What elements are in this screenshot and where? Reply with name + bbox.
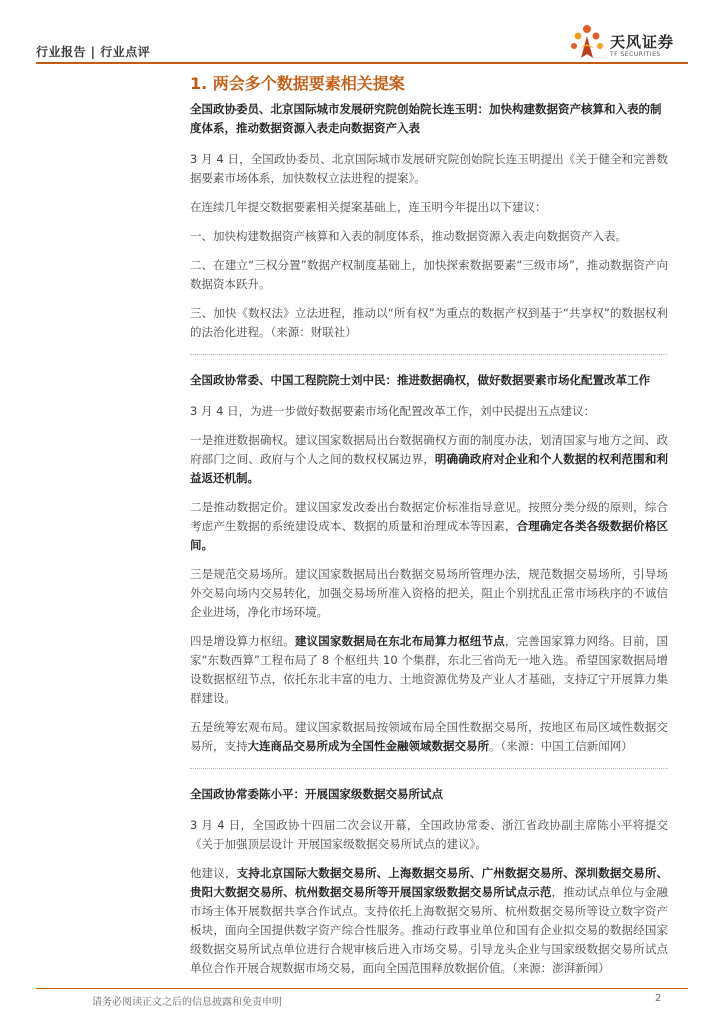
block1-para-1: 3 月 4 日，全国政协委员、北京国际城市发展研究院创始院长连玉明提出《关于健全和完善数据要素市场体系，加快数权立法进程的提案》。 bbox=[190, 152, 668, 185]
logo-name: 天风证券 bbox=[610, 33, 675, 51]
block2-para-2-text: 一是推进数据确权。建议国家数据局出台数据确权方面的制度办法，划清国家与地方之间、政府部门之间、政府与个人之间的数权权属边界， bbox=[190, 433, 668, 466]
block2-para-5-emphasis: 建议国家数据局在东北布局算力枢纽节点 bbox=[294, 634, 505, 648]
block1-para-2: 在连续几年提交数据要素相关提案基础上，连玉明今年提出以下建议： bbox=[190, 200, 547, 214]
block3-heading: 全国政协常委陈小平：开展国家级数据交易所试点 bbox=[190, 787, 443, 801]
logo-english-name: TF SECURITIES bbox=[610, 51, 661, 58]
block2-para-5 bbox=[190, 632, 668, 708]
footer-disclaimer: 请务必阅读正文之后的信息披露和免责申明 bbox=[92, 997, 282, 1008]
block3-para-2-lead: 他建议， bbox=[190, 866, 237, 880]
block2-para-3-emphasis: 合理确定各类各级数据价格区间。 bbox=[190, 519, 668, 552]
block2-para-3 bbox=[190, 498, 668, 555]
block2-para-6-emphasis: 大连商品交易所成为全国性金融领域数据交易所 bbox=[247, 739, 489, 753]
block3-para-2 bbox=[190, 864, 668, 978]
block1-para-4: 二、在建立“三权分置”数据产权制度基础上，加快探索数据要素“三级市场”，推动数据资产向数据资本跃升。 bbox=[190, 258, 668, 291]
block2-para-6 bbox=[190, 718, 668, 756]
page-number: 2 bbox=[655, 993, 662, 1004]
block3-para-2-emphasis: 支持北京国际大数据交易所、上海数据交易所、广州数据交易所、深圳数据交易所、贵阳大数据交易所、杭州数据交易所等开展国家级数据交易所试点示范 bbox=[190, 866, 669, 899]
block2-para-5-text: ，完善国家算力网络。目前，国家“东数西算”工程布局了 8 个枢纽共 10 个集群，东北三省尚无一地入选。希望国家数据局增设数据枢纽节点，依托东北丰富的电力、土地资源优势及产业人才基础，支持辽宁开展算力集群建设。 bbox=[190, 634, 669, 705]
block2-para-3-text: 二是推动数据定价。建议国家发改委出台数据定价标准指导意见。按照分类分级的原则，综合考虑产生数据的系统建设成本、数据的质量和治理成本等因素， bbox=[190, 500, 668, 533]
block3-para-2-text: ，推动试点单位与金融市场主体开展数据共享合作试点。支持依托上海数据交易所、杭州数据交易所等设立数字资产板块，面向全国提供数字资产综合性服务。推动行政事业单位和国有企业拟交易的数据经国家级数据交易所试点单位进行合规审核后进入市场交易。引导龙头企业与国家级数据交易所试点单位合作开展合规数据市场交易，面向全国范围释放数据价值。（来源：澎湃新闻） bbox=[190, 885, 669, 975]
block2-para-1: 3 月 4 日，为进一步做好数据要素市场化配置改革工作，刘中民提出五点建议： bbox=[190, 404, 596, 418]
block2-heading: 全国政协常委、中国工程院院士刘中民：推进数据确权，做好数据要素市场化配置改革工作 bbox=[190, 373, 650, 387]
section-divider bbox=[190, 768, 668, 769]
block1-heading: 全国政协委员、北京国际城市发展研究院创始院长连玉明：加快构建数据资产核算和入表的制度体系，推动数据资源入表走向数据资产入表 bbox=[190, 102, 662, 135]
header-divider bbox=[36, 62, 688, 64]
report-content bbox=[190, 100, 668, 988]
block1-para-5: 三、加快《数权法》立法进程，推动以“所有权”为重点的数据产权到基于“共享权”的数据权利的法治化进程。（来源：财联社） bbox=[190, 306, 668, 339]
block2-para-6-lead: 五是统筹宏观布局。建议国家数据局按领域布局全国性数据交易所，按地区布局区域性数据交易所，支持 bbox=[190, 720, 668, 753]
block2-para-2 bbox=[190, 431, 668, 488]
section-title: 1. 两会多个数据要素相关提案 bbox=[190, 74, 405, 93]
footer-divider bbox=[36, 988, 688, 989]
block2-para-4: 三是规范交易场所。建议国家数据局出台数据交易场所管理办法，规范数据交易场所，引导场外交易向场内交易转化，加强交易场所准入资格的把关，阻止个别扰乱正常市场秩序的不诚信企业进场，净化市场环境。 bbox=[190, 567, 668, 619]
block2-para-5-lead: 四是增设算力枢纽。 bbox=[190, 634, 295, 648]
block2-para-6-text: 。（来源：中国工信新闻网） bbox=[489, 739, 633, 753]
company-logo bbox=[566, 24, 696, 62]
header-breadcrumb: 行业报告 | 行业点评 bbox=[36, 45, 151, 59]
block3-para-1: 3 月 4 日，全国政协十四届二次会议开幕，全国政协常委、浙江省政协副主席陈小平将提交《关于加强顶层设计 开展国家级数据交易所试点的建议》。 bbox=[190, 818, 668, 851]
block2-para-2-emphasis: 明确确政府对企业和个人数据的权利范围和利益返还机制。 bbox=[190, 452, 669, 485]
tf-logo-icon bbox=[566, 24, 608, 62]
section-divider bbox=[190, 354, 668, 355]
block1-para-3: 一、加快构建数据资产核算和入表的制度体系，推动数据资源入表走向数据资产入表。 bbox=[190, 229, 627, 243]
